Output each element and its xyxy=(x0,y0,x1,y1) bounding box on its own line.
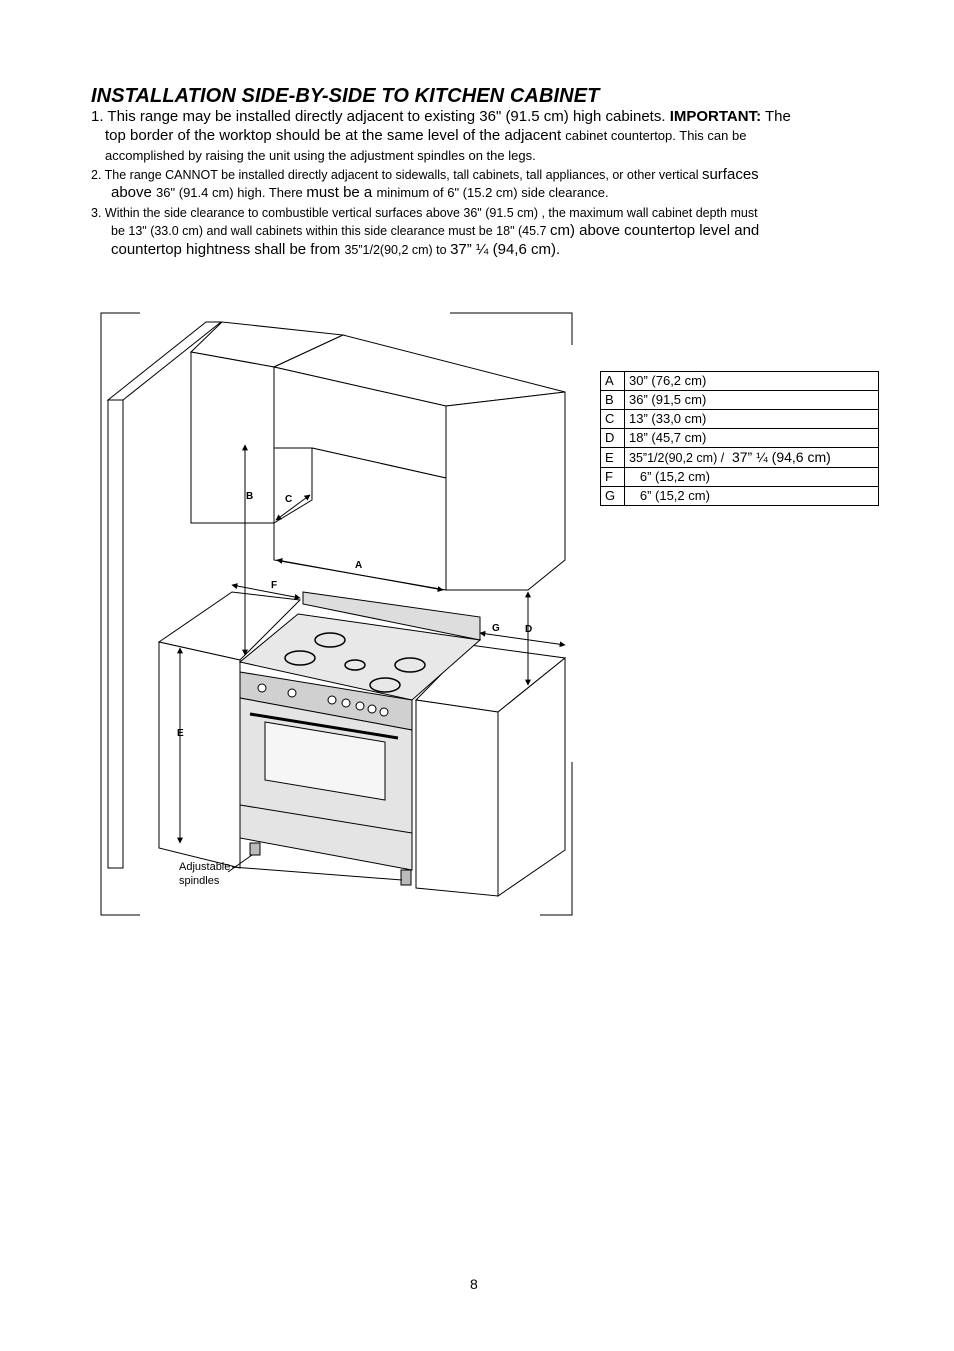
dimension-key: G xyxy=(601,487,625,506)
table-row xyxy=(601,372,879,391)
instruction-2-cont xyxy=(111,184,609,202)
dimension-value xyxy=(625,448,879,468)
dimension-key: F xyxy=(601,468,625,487)
instruction-1-text: 1. This range may be installed directly adjacent to existing 36" (91.5 cm) high cabinets. xyxy=(91,108,670,125)
dimension-value-part: 37” ¼ (94,6 cm) xyxy=(724,449,831,465)
instruction-3-text: countertop hightness shall be from xyxy=(111,241,345,258)
dimension-value: 30” (76,2 cm) xyxy=(625,372,879,391)
dimension-value: 13” (33,0 cm) xyxy=(625,410,879,429)
dimension-key: A xyxy=(601,372,625,391)
upper-cabinets xyxy=(191,322,565,590)
instruction-1-text: cabinet countertop. This can be xyxy=(565,128,747,143)
dimension-value: 36” (91,5 cm) xyxy=(625,391,879,410)
label-A: A xyxy=(355,560,363,571)
spindles-label: spindles xyxy=(179,875,220,887)
instruction-3 xyxy=(91,204,758,222)
table-row xyxy=(601,391,879,410)
label-E: E xyxy=(177,728,184,739)
instruction-2 xyxy=(91,166,759,184)
label-D: D xyxy=(525,624,533,635)
instruction-2-text: must be a xyxy=(306,184,377,201)
table-row xyxy=(601,410,879,429)
instruction-1-cont xyxy=(105,147,536,165)
instruction-1 xyxy=(91,108,791,126)
instruction-3-text: 37” ¼ (94,6 cm). xyxy=(450,241,561,258)
instruction-3-text: 3. Within the side clearance to combustible vertical surfaces above 36" (91.5 cm) , the maximum wall cabinet depth must xyxy=(91,206,758,220)
label-F: F xyxy=(271,580,278,591)
instruction-3-text: be 13" (33.0 cm) and wall cabinets within this side clearance must be 18" (45.7 xyxy=(111,224,550,238)
label-C: C xyxy=(285,494,293,505)
instruction-3-text: 35”1/2(90,2 cm) to xyxy=(344,243,451,257)
installation-diagram xyxy=(90,300,590,930)
dimension-key: B xyxy=(601,391,625,410)
label-G: G xyxy=(492,623,500,634)
instruction-2-text: above xyxy=(111,184,157,201)
dimension-value: 18” (45,7 cm) xyxy=(625,429,879,448)
table-row xyxy=(601,468,879,487)
instruction-2-text: 2. The range CANNOT be installed directly adjacent to sidewalls, tall cabinets, tall appliances, or other vertical xyxy=(91,168,702,182)
instruction-1-text: accomplished by raising the unit using the adjustment spindles on the legs. xyxy=(105,148,536,163)
table-row xyxy=(601,429,879,448)
instruction-2-text: surfaces xyxy=(701,166,759,183)
label-B: B xyxy=(246,491,254,502)
dimension-value-part: 35”1/2(90,2 cm) / xyxy=(629,451,725,465)
instruction-2-text: 36" (91.4 cm) high. There xyxy=(156,185,307,200)
instruction-3-cont xyxy=(111,222,759,240)
dimension-key: E xyxy=(601,448,625,468)
table-row xyxy=(601,448,879,468)
important-label: IMPORTANT: xyxy=(669,108,762,125)
instruction-1-cont xyxy=(105,127,746,145)
table-row xyxy=(601,487,879,506)
spindles-label: Adjustable xyxy=(179,861,231,873)
dimension-table xyxy=(600,371,879,506)
instruction-3-text: cm) above countertop level and xyxy=(549,222,760,239)
instruction-1-text: top border of the worktop should be at the same level of the adjacent xyxy=(105,127,566,144)
instruction-2-text: minimum of 6" (15.2 cm) side clearance. xyxy=(376,185,609,200)
dimension-value: 6” (15,2 cm) xyxy=(625,468,879,487)
section-heading: INSTALLATION SIDE-BY-SIDE TO KITCHEN CABINET xyxy=(91,85,600,107)
dimension-value: 6” (15,2 cm) xyxy=(625,487,879,506)
instruction-3-cont xyxy=(111,241,560,259)
instruction-1-text: The xyxy=(761,108,791,125)
page-number: 8 xyxy=(470,1276,478,1292)
dimension-key: D xyxy=(601,429,625,448)
dimension-key: C xyxy=(601,410,625,429)
